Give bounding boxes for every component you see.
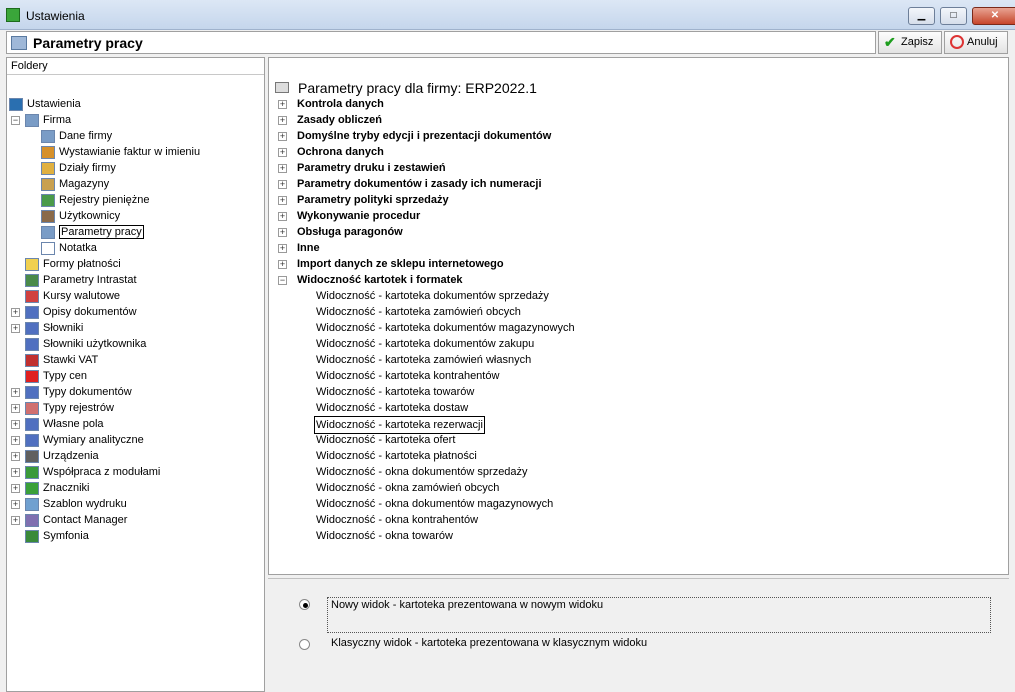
parameters-title: Parametry pracy dla firmy: ERP2022.1 xyxy=(298,80,537,96)
tree-item-label: Firma xyxy=(43,114,72,127)
users-icon xyxy=(41,210,55,223)
building-icon xyxy=(25,114,39,127)
tree-item-label: Działy firmy xyxy=(59,162,116,175)
expand-toggle[interactable]: − xyxy=(12,115,19,125)
tree-item[interactable] xyxy=(25,512,127,528)
doc-icon xyxy=(25,322,39,335)
expand-toggle[interactable]: + xyxy=(12,435,19,445)
cancel-icon xyxy=(950,35,964,49)
tree-item[interactable] xyxy=(25,528,89,544)
vat-icon xyxy=(25,354,39,367)
tree-item-label: Parametry Intrastat xyxy=(43,274,137,287)
building-icon xyxy=(41,226,55,239)
new-view-radio[interactable] xyxy=(299,599,310,610)
folder-header: Foldery xyxy=(7,58,264,75)
tree-item-label: Urządzenia xyxy=(43,450,99,463)
tree-item[interactable] xyxy=(25,288,120,304)
parameter-subitem[interactable]: Widoczność - kartoteka zamówień własnych xyxy=(316,354,532,366)
contact-icon xyxy=(25,514,39,527)
window-title: Ustawienia xyxy=(26,9,85,23)
expand-toggle[interactable]: + xyxy=(12,403,19,413)
tree-item[interactable] xyxy=(25,400,114,416)
parameter-subitem[interactable]: Widoczność - kartoteka towarów xyxy=(316,386,475,398)
expand-toggle[interactable]: + xyxy=(12,451,19,461)
doc-icon xyxy=(25,418,39,431)
tree-item-label: Słowniki xyxy=(43,322,84,335)
tree-item-label: Rejestry pieniężne xyxy=(59,194,150,207)
expand-toggle[interactable]: + xyxy=(279,179,286,189)
folder-panel xyxy=(6,57,265,692)
minimize-button[interactable]: ▁ xyxy=(908,7,935,25)
parameter-subitem[interactable]: Widoczność - kartoteka rezerwacji xyxy=(314,416,485,434)
parameter-subitem[interactable]: Widoczność - okna kontrahentów xyxy=(316,514,479,526)
tree-item-label: Ustawienia xyxy=(27,98,81,111)
tree-item[interactable] xyxy=(25,256,121,272)
module-icon xyxy=(25,466,39,479)
expand-toggle[interactable]: + xyxy=(12,307,19,317)
tree-item[interactable] xyxy=(41,192,150,208)
expand-toggle[interactable]: + xyxy=(279,147,286,157)
tree-item[interactable] xyxy=(25,464,160,480)
tree-item[interactable] xyxy=(25,320,83,336)
tree-item[interactable] xyxy=(25,384,132,400)
tag-icon xyxy=(25,482,39,495)
parameter-group[interactable]: Obsługa paragonów xyxy=(297,226,403,238)
expand-toggle[interactable]: + xyxy=(279,131,286,141)
tree-item[interactable] xyxy=(25,368,87,384)
tree-item-label: Szablon wydruku xyxy=(43,498,127,511)
parameter-group[interactable]: Parametry polityki sprzedaży xyxy=(297,194,449,206)
expand-toggle[interactable]: + xyxy=(279,211,286,221)
list-icon xyxy=(275,82,289,93)
page-header xyxy=(6,31,876,54)
tree-item[interactable] xyxy=(25,432,144,448)
expand-toggle[interactable]: + xyxy=(12,515,19,525)
tree-item-label: Parametry pracy xyxy=(61,226,142,239)
expand-toggle[interactable]: + xyxy=(12,467,19,477)
tree-item-label: Wystawianie faktur w imieniu xyxy=(59,146,201,159)
parameter-subitem[interactable]: Widoczność - okna zamówień obcych xyxy=(316,482,500,494)
house-icon xyxy=(41,162,55,175)
symfonia-icon xyxy=(25,530,39,543)
tree-item-label: Słowniki użytkownika xyxy=(43,338,147,351)
expand-toggle[interactable]: − xyxy=(279,275,286,285)
parameter-group[interactable]: Zasady obliczeń xyxy=(297,114,382,126)
expand-toggle[interactable]: + xyxy=(279,259,286,269)
folder-icon xyxy=(25,258,39,271)
grid-icon xyxy=(25,402,39,415)
save-label: Zapisz xyxy=(901,36,934,48)
tree-item[interactable] xyxy=(25,352,98,368)
parameter-group[interactable]: Inne xyxy=(297,242,320,254)
tree-item[interactable] xyxy=(25,304,137,320)
chart-icon xyxy=(25,290,39,303)
expand-toggle[interactable]: + xyxy=(12,323,19,333)
tree-item[interactable] xyxy=(41,208,120,224)
tree-item-label: Wymiary analityczne xyxy=(43,434,144,447)
expand-toggle[interactable]: + xyxy=(12,419,19,429)
tree-item[interactable] xyxy=(41,128,112,144)
tree-item-label: Znaczniki xyxy=(43,482,90,495)
parameter-subitem[interactable]: Widoczność - okna towarów xyxy=(316,530,453,542)
parameter-group[interactable]: Widoczność kartotek i formatek xyxy=(297,274,463,286)
note-icon xyxy=(41,242,55,255)
building-icon xyxy=(41,130,55,143)
parameter-group[interactable]: Kontrola danych xyxy=(297,98,384,110)
tree-item[interactable] xyxy=(9,96,81,112)
checkmark-icon: ✔ xyxy=(884,34,896,50)
parameter-group[interactable]: Parametry druku i zestawień xyxy=(297,162,446,174)
view-options xyxy=(268,578,1009,692)
parameter-subitem[interactable]: Widoczność - okna dokumentów sprzedaży xyxy=(316,466,528,478)
parameter-subitem[interactable]: Widoczność - kartoteka kontrahentów xyxy=(316,370,500,382)
parameter-group[interactable]: Wykonywanie procedur xyxy=(297,210,421,222)
tree-item[interactable] xyxy=(25,336,146,352)
tree-item-label: Notatka xyxy=(59,242,97,255)
dot-icon xyxy=(25,370,39,383)
tree-item-label: Opisy dokumentów xyxy=(43,306,137,319)
classic-view-label: Klasyczny widok - kartoteka prezentowana w klasycznym widoku xyxy=(331,637,648,649)
tree-item-label: Typy rejestrów xyxy=(43,402,114,415)
parameter-subitem[interactable]: Widoczność - kartoteka płatności xyxy=(316,450,477,462)
expand-toggle[interactable]: + xyxy=(279,163,286,173)
template-icon xyxy=(25,498,39,511)
new-view-label: Nowy widok - kartoteka prezentowana w nowym widoku xyxy=(331,599,604,611)
tree-item-label: Magazyny xyxy=(59,178,110,191)
tree-item-label: Kursy walutowe xyxy=(43,290,121,303)
tree-item-label: Współpraca z modułami xyxy=(43,466,161,479)
tree-item-label: Typy cen xyxy=(43,370,88,383)
doc-icon xyxy=(25,338,39,351)
expand-toggle[interactable]: + xyxy=(279,227,286,237)
expand-toggle[interactable]: + xyxy=(12,483,19,493)
tree-item-label: Typy dokumentów xyxy=(43,386,132,399)
tools-icon xyxy=(9,98,23,111)
parameter-group[interactable]: Ochrona danych xyxy=(297,146,384,158)
boxes-icon xyxy=(41,178,55,191)
tree-item-label: Formy płatności xyxy=(43,258,121,271)
tree-item[interactable] xyxy=(25,112,71,128)
tree-item[interactable] xyxy=(41,160,116,176)
parameter-subitem[interactable]: Widoczność - kartoteka dokumentów zakupu xyxy=(316,338,535,350)
page-title: Parametry pracy xyxy=(33,35,143,51)
doc-icon xyxy=(25,306,39,319)
expand-toggle[interactable]: + xyxy=(279,243,286,253)
printer-icon xyxy=(25,450,39,463)
tree-item-label: Contact Manager xyxy=(43,514,128,527)
expand-toggle[interactable]: + xyxy=(279,195,286,205)
expand-toggle[interactable]: + xyxy=(12,387,19,397)
tree-item[interactable] xyxy=(25,480,89,496)
parameter-group[interactable]: Domyślne tryby edycji i prezentacji dokumentów xyxy=(297,130,552,142)
doc-icon xyxy=(25,434,39,447)
parameters-panel xyxy=(268,57,1009,575)
parameter-subitem[interactable]: Widoczność - kartoteka dostaw xyxy=(316,402,469,414)
tree-item[interactable] xyxy=(25,272,137,288)
tree-item-label: Dane firmy xyxy=(59,130,113,143)
title-bar xyxy=(0,0,1015,30)
money-icon xyxy=(41,194,55,207)
parameter-subitem[interactable]: Widoczność - kartoteka zamówień obcych xyxy=(316,306,521,318)
tree-item[interactable] xyxy=(41,144,200,160)
save-button[interactable] xyxy=(878,31,942,54)
classic-view-radio[interactable] xyxy=(299,639,310,650)
tree-item[interactable] xyxy=(41,176,109,192)
cancel-label: Anuluj xyxy=(967,36,998,48)
tree-item[interactable] xyxy=(41,224,144,240)
tree-item[interactable] xyxy=(25,416,104,432)
cancel-button[interactable] xyxy=(944,31,1008,54)
expand-toggle[interactable]: + xyxy=(279,99,286,109)
parameter-subitem[interactable]: Widoczność - okna dokumentów magazynowych xyxy=(316,498,554,510)
building-icon xyxy=(11,36,27,50)
expand-toggle[interactable]: + xyxy=(12,499,19,509)
parameter-group[interactable]: Parametry dokumentów i zasady ich numeracji xyxy=(297,178,542,190)
tree-item[interactable] xyxy=(41,240,97,256)
tree-item-label: Użytkownicy xyxy=(59,210,121,223)
parameter-subitem[interactable]: Widoczność - kartoteka ofert xyxy=(316,434,456,446)
tree-item-label: Własne pola xyxy=(43,418,104,431)
parameter-subitem[interactable]: Widoczność - kartoteka dokumentów magazynowych xyxy=(316,322,575,334)
tree-item-label: Stawki VAT xyxy=(43,354,99,367)
tree-item-label: Symfonia xyxy=(43,530,89,543)
tree-item[interactable] xyxy=(25,448,99,464)
close-button[interactable]: ✕ xyxy=(972,7,1015,25)
app-icon xyxy=(6,8,20,22)
tree-item[interactable] xyxy=(25,496,127,512)
doc-icon xyxy=(25,386,39,399)
maximize-button[interactable]: □ xyxy=(940,7,967,25)
parameter-subitem[interactable]: Widoczność - kartoteka dokumentów sprzedaży xyxy=(316,290,549,302)
person-icon xyxy=(41,146,55,159)
parameter-group[interactable]: Import danych ze sklepu internetowego xyxy=(297,258,504,270)
new-view-option[interactable] xyxy=(327,597,991,633)
expand-toggle[interactable]: + xyxy=(279,115,286,125)
intrastat-icon xyxy=(25,274,39,287)
